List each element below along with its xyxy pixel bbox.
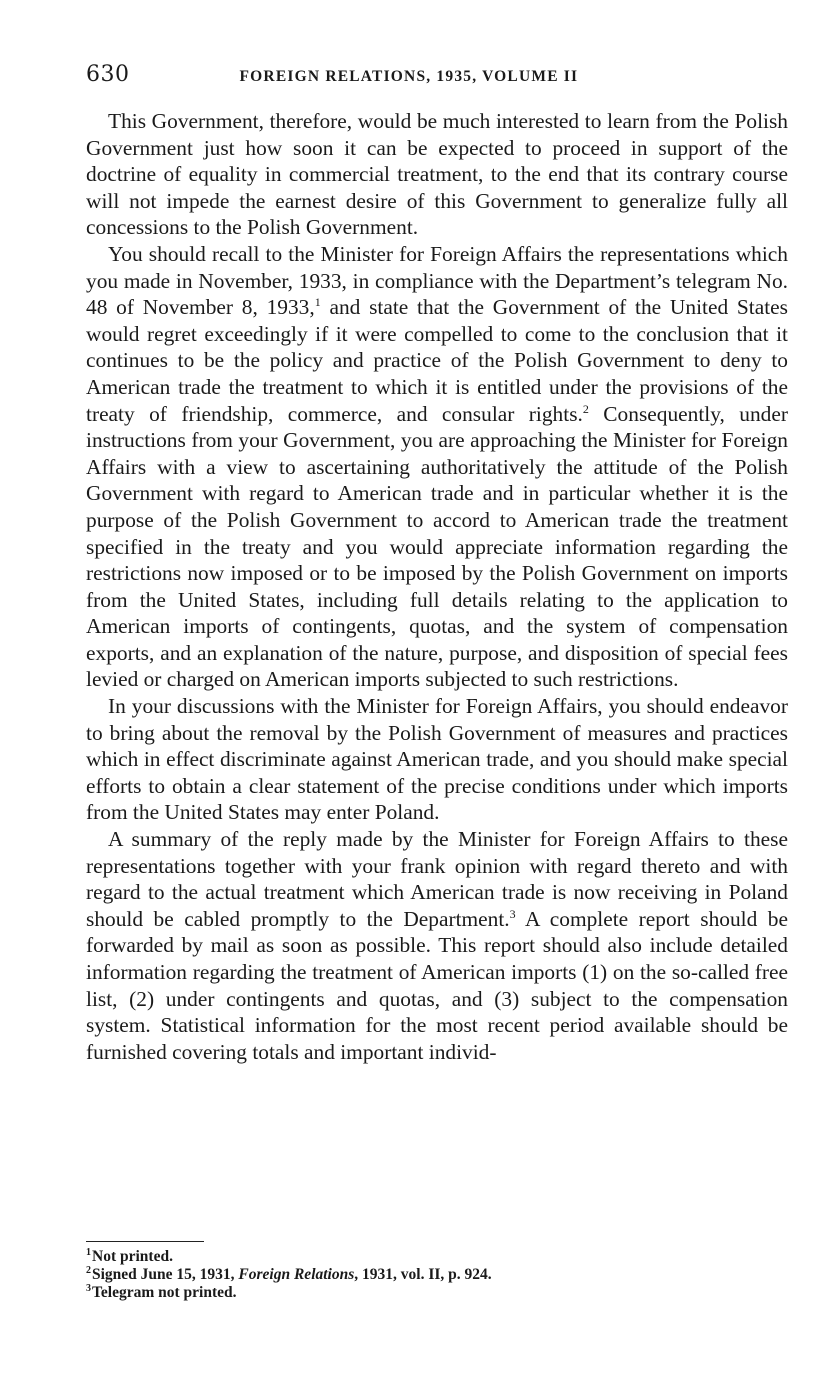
paragraph-text: A complete report should be forwarded by mail as soon as possible. This report should also include detailed information regarding the treatment of American imports (1) on the so-called free list, (2) under contingents and quotas, and (3) subject to the compensation system. Statistical information for the most recent period available should be furnished covering totals and important individ- <box>86 906 788 1064</box>
paragraph-text: A summary of the reply made by the Minister for Foreign Affairs to these representations together with your frank opinion with regard thereto and with regard to the actual treatment which American trade is now receiving in Poland should be cabled promptly to the Department. <box>86 827 788 931</box>
footnote-citation-title: Foreign Relations <box>238 1266 355 1283</box>
body-paragraph <box>86 108 788 241</box>
paragraph-text: Consequently, under instructions from your Government, you are approaching the Minister for Foreign Affairs with a view to ascertaining authoritatively the attitude of the Polish Government with regard to American trade and in particular whether it is the purpose of the Polish Government to accord to American trade the treatment specified in the treaty and you would appreciate information regarding the restrictions now imposed or to be imposed by the Polish Government on imports from the United States, including full details relating to the application to American imports of contingents, quotas, and the system of compensation exports, and an explanation of the nature, purpose, and disposition of special fees levied or charged on American imports subjected to such restrictions. <box>86 401 788 692</box>
footnote-reference: 3 <box>509 906 516 921</box>
document-page <box>86 62 788 1301</box>
paragraph-text: In your discussions with the Minister for Foreign Affairs, you should endeavor to bring about the removal by the Polish Government of measures and practices which in effect discriminate against American trade, and you should make special efforts to obtain a clear statement of the precise conditions under which imports from the United States may enter Poland. <box>86 694 788 825</box>
page-number: 630 <box>86 62 130 87</box>
footnote-citation-detail: , 1931, vol. II, p. 924. <box>354 1266 492 1283</box>
footnote-mark: 3 <box>86 1282 91 1294</box>
paragraph-text: and state that the Government of the United States would regret exceedingly if it were compelled to come to the conclusion that it continues to be the policy and practice of the Polish Government to deny to American trade the treatment to which it is entitled under the provisions of the treaty of friendship, commerce, and consular rights. <box>86 295 788 426</box>
footnote-mark: 1 <box>86 1246 91 1258</box>
body-text <box>86 108 788 1065</box>
footnote-divider <box>86 1241 204 1242</box>
footnote-reference: 2 <box>582 401 589 416</box>
paragraph-text: This Government, therefore, would be much interested to learn from the Polish Government just how soon it can be expected to proceed in support of the doctrine of equality in commercial treatment, to the end that its contrary course will not impede the earnest desire of this Government to generalize fully all concessions to the Polish Government. <box>86 109 788 240</box>
footnote-text: Telegram not printed. <box>92 1284 237 1301</box>
footnote-mark: 2 <box>86 1264 91 1276</box>
running-head-title: FOREIGN RELATIONS, 1935, VOLUME II <box>239 68 579 85</box>
footnote <box>86 1266 788 1284</box>
footnote-text: Signed June 15, 1931, <box>92 1266 239 1283</box>
footnote-reference: 1 <box>314 295 321 310</box>
body-paragraph <box>86 241 788 693</box>
body-paragraph <box>86 693 788 826</box>
footnotes <box>86 1248 788 1302</box>
footnote <box>86 1284 788 1302</box>
paragraph-text: You should recall to the Minister for Foreign Affairs the representations which you made in November, 1933, in compliance with the Department’s telegram No. 48 of November 8, 1933, <box>86 241 788 320</box>
footnote-text: Not printed. <box>92 1248 173 1265</box>
footnote <box>86 1248 788 1266</box>
body-paragraph <box>86 826 788 1065</box>
running-head <box>86 62 788 92</box>
